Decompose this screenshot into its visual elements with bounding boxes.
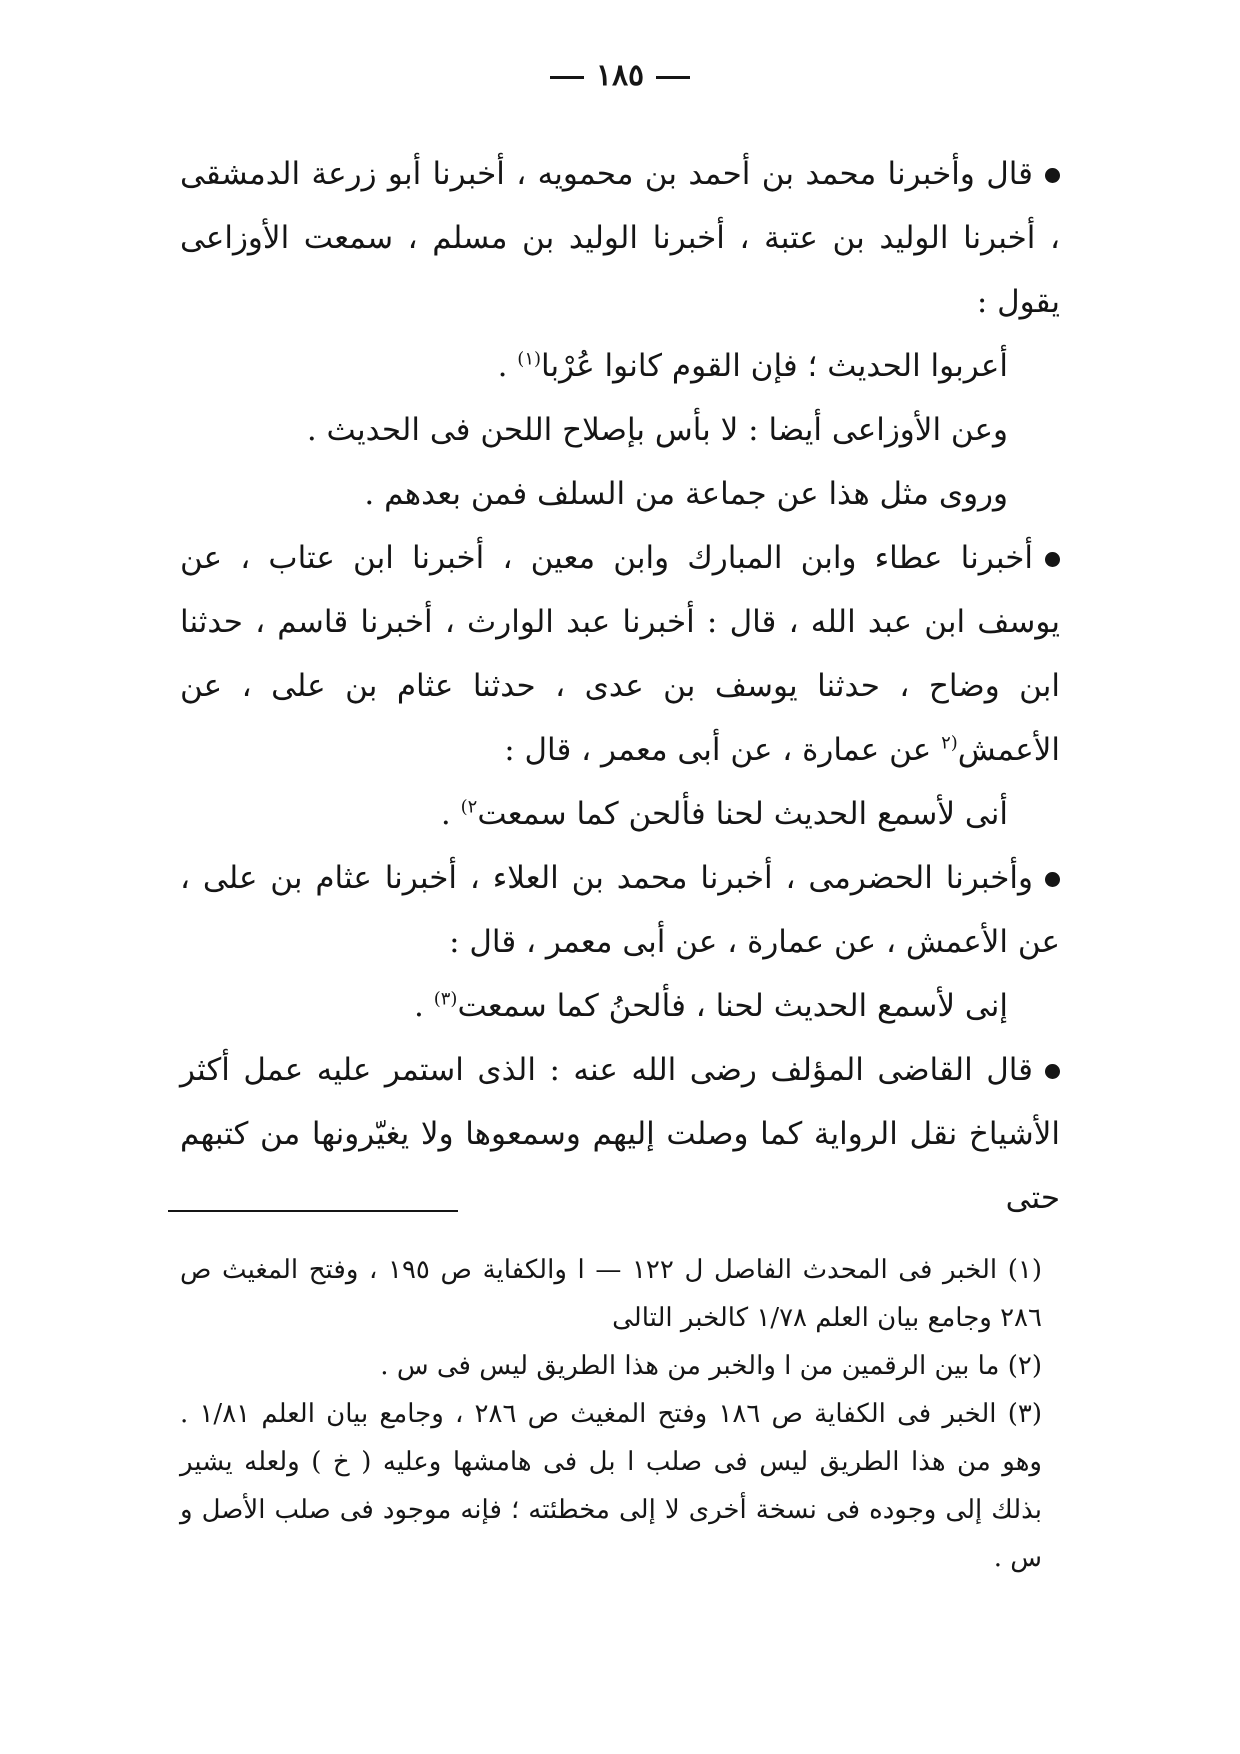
- footnote-2: [180, 1342, 1060, 1390]
- dash-right: [656, 76, 690, 79]
- paragraph-text: وروى مثل هذا عن جماعة من السلف فمن بعدهم .: [364, 476, 1008, 512]
- paragraph-tail: .: [414, 988, 434, 1024]
- bullet-icon: [1045, 552, 1060, 567]
- bullet-icon: [1045, 168, 1060, 183]
- footnote-separator: [168, 1210, 458, 1212]
- dash-left: [550, 76, 584, 79]
- footnote-text: (٢) ما بين الرقمين من ا والخبر من هذا الطريق ليس فى س .: [380, 1351, 1042, 1381]
- paragraph-tail: .: [497, 348, 518, 384]
- footnote-ref-3: (٣): [433, 988, 458, 1010]
- bullet-icon: [1045, 1064, 1060, 1079]
- paragraph-7: [180, 846, 1060, 974]
- footnote-3: [180, 1390, 1060, 1582]
- paragraph-text: وعن الأوزاعى أيضا : لا بأس بإصلاح اللحن فى الحديث .: [306, 412, 1008, 448]
- footnote-ref-2-end: ٢): [460, 796, 478, 818]
- main-text: [180, 142, 1060, 1230]
- paragraph-3: [180, 398, 1060, 462]
- paragraph-tail: .: [440, 796, 461, 832]
- paragraph-text: أعربوا الحديث ؛ فإن القوم كانوا عُرْبا: [541, 348, 1008, 384]
- paragraph-6: [180, 782, 1060, 846]
- footnote-text: (١) الخبر فى المحدث الفاصل ل ١٢٢ — ا والكفاية ص ١٩٥ ، وفتح المغيث ص ٢٨٦ وجامع بيان العلم ١/٧٨ كالخبر التالى: [180, 1255, 1042, 1333]
- footnote-1: [180, 1246, 1060, 1342]
- paragraph-9: [180, 1038, 1060, 1230]
- footnote-ref-2-start: (٢: [941, 732, 958, 754]
- paragraph-4: [180, 462, 1060, 526]
- paragraph-8: [180, 974, 1060, 1038]
- paragraph-5: [180, 526, 1060, 782]
- paragraph-text: وأخبرنا الحضرمى ، أخبرنا محمد بن العلاء ، أخبرنا عثام بن على ، عن الأعمش ، عن عمارة ، عن أبى معمر ، قال :: [180, 860, 1060, 960]
- paragraph-2: [180, 334, 1060, 398]
- paragraph-1: [180, 142, 1060, 334]
- paragraph-text: إنى لأسمع الحديث لحنا ، فألحنُ كما سمعت: [457, 988, 1008, 1024]
- page-number-text: ١٨٥: [595, 58, 645, 93]
- paragraph-text: قال القاضى المؤلف رضى الله عنه : الذى استمر عليه عمل أكثر الأشياخ نقل الرواية كما وصلت إليهم وسمعوها ولا يغيّرونها من كتبهم حتى: [180, 1052, 1060, 1216]
- paragraph-text: أخبرنا عطاء وابن المبارك وابن معين ، أخبرنا ابن عتاب ، عن يوسف ابن عبد الله ، قال : أخبرنا عبد الوارث ، أخبرنا قاسم ، حدثنا ابن وضاح ، حدثنا يوسف بن عدى ، حدثنا عثام بن على ، عن الأعمش: [180, 540, 1060, 768]
- paragraph-text: قال وأخبرنا محمد بن أحمد بن محمويه ، أخبرنا أبو زرعة الدمشقى ، أخبرنا الوليد بن عتبة ، أخبرنا الوليد بن مسلم ، سمعت الأوزاعى يقول :: [180, 156, 1060, 320]
- paragraph-tail: عن عمارة ، عن أبى معمر ، قال :: [504, 732, 942, 768]
- page-number: [0, 58, 1240, 93]
- footnote-text: (٣) الخبر فى الكفاية ص ١٨٦ وفتح المغيث ص ٢٨٦ ، وجامع بيان العلم ١/٨١ . وهو من هذا الطريق ليس فى صلب ا بل فى هامشها وعليه ( خ ) ولعله يشير بذلك إلى وجوده فى نسخة أخرى لا إلى مخطئته ؛ فإنه موجود فى صلب الأصل و س .: [180, 1399, 1042, 1573]
- footnotes: [180, 1246, 1060, 1582]
- bullet-icon: [1045, 872, 1060, 887]
- footnote-ref-1: (١): [517, 348, 542, 370]
- paragraph-text: أنى لأسمع الحديث لحنا فألحن كما سمعت: [477, 796, 1008, 832]
